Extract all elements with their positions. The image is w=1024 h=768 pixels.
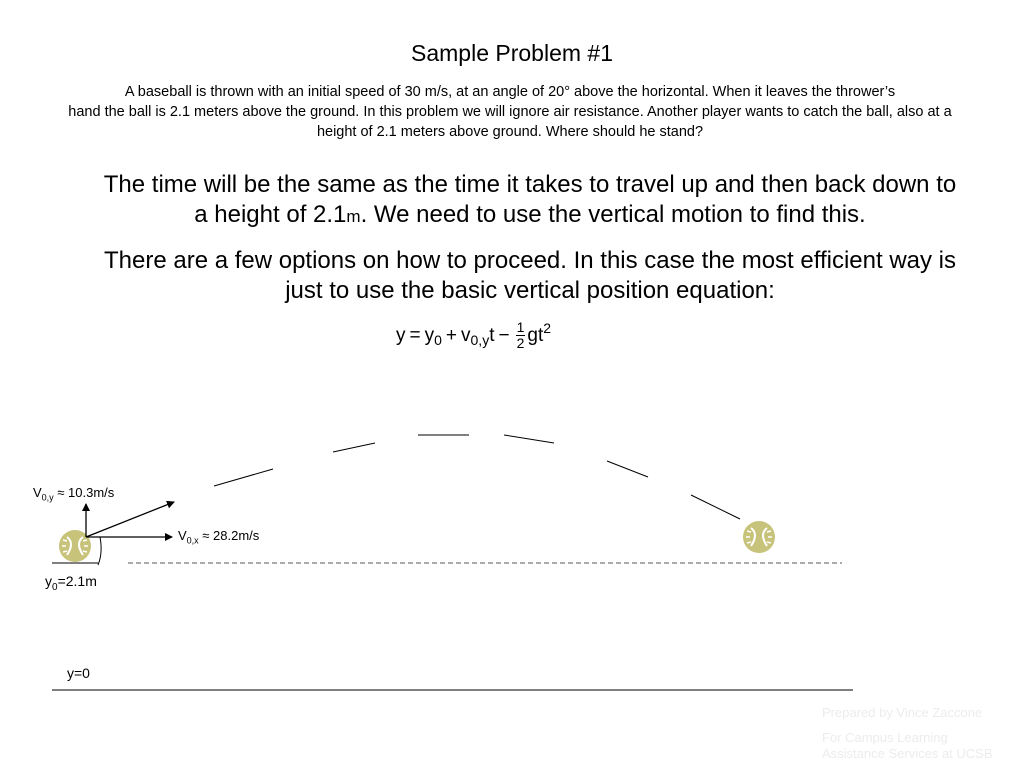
trajectory-dash [607,461,648,477]
vy-sub: 0,y [41,492,54,503]
y0-sub: 0 [52,581,58,593]
credit-organization: For Campus Learning Assistance Services at UCSB [822,730,993,761]
trajectory-dash [333,443,375,452]
eq-minus: − [498,325,510,346]
slide-title: Sample Problem #1 [411,40,613,66]
y0-value: =2.1m [57,573,97,589]
y0-label [45,573,97,593]
eq-equals: = [409,325,421,346]
baseball-end-icon [743,521,775,553]
v0-arrow [86,502,174,537]
trajectory-dash [214,469,273,486]
vx-base: V [178,528,187,543]
problem-line-1: A baseball is thrown with an initial speed of 30 m/s, at an angle of 20° above the horizontal. When it leaves the thrower’s [124,84,896,100]
paragraph1-text-a: The time will be the same as the time it takes to travel up and then back down to a height of 2.1 [103,171,957,228]
paragraph1-unit: m [346,207,361,226]
eq-v-sub: 0,y [470,332,490,348]
eq-t: t [489,325,495,346]
eq-v: v [461,325,471,346]
eq-y0: y [424,325,435,346]
eq-plus: + [445,325,458,346]
eq-power: 2 [543,320,552,336]
explanation-paragraph-2: There are a few options on how to proceed. In this case the most efficient way is just to use the basic vertical position equation: [103,247,956,304]
trajectory-dash [691,495,740,519]
vy-value: ≈ 10.3m/s [53,485,115,500]
problem-line-rest: hand the ball is 2.1 meters above the ground. In this problem we will ignore air resistance. Another player wants to catch the ball, also at a height of 2.1 meters above ground. Where should he stand? [68,104,952,140]
trajectory-path [214,435,740,519]
ground-label: y=0 [67,665,90,681]
vx-sub: 0,x [186,535,199,546]
y0-base: y [45,573,52,589]
vy-base: V [33,485,42,500]
vx-label [178,528,259,546]
launch-angle-arc [98,537,101,565]
paragraph1-text-b: . We need to use the vertical motion to find this. [360,201,866,228]
vx-value: ≈ 28.2m/s [198,528,260,543]
credit-author: Prepared by Vince Zaccone [822,705,983,720]
eq-frac-den: 2 [516,335,525,352]
eq-y: y [396,325,406,346]
eq-frac-num: 1 [516,319,525,336]
trajectory-dash [504,435,554,443]
eq-gt: gt [527,325,544,346]
vy-label [33,485,114,503]
eq-y0-sub: 0 [434,332,442,348]
